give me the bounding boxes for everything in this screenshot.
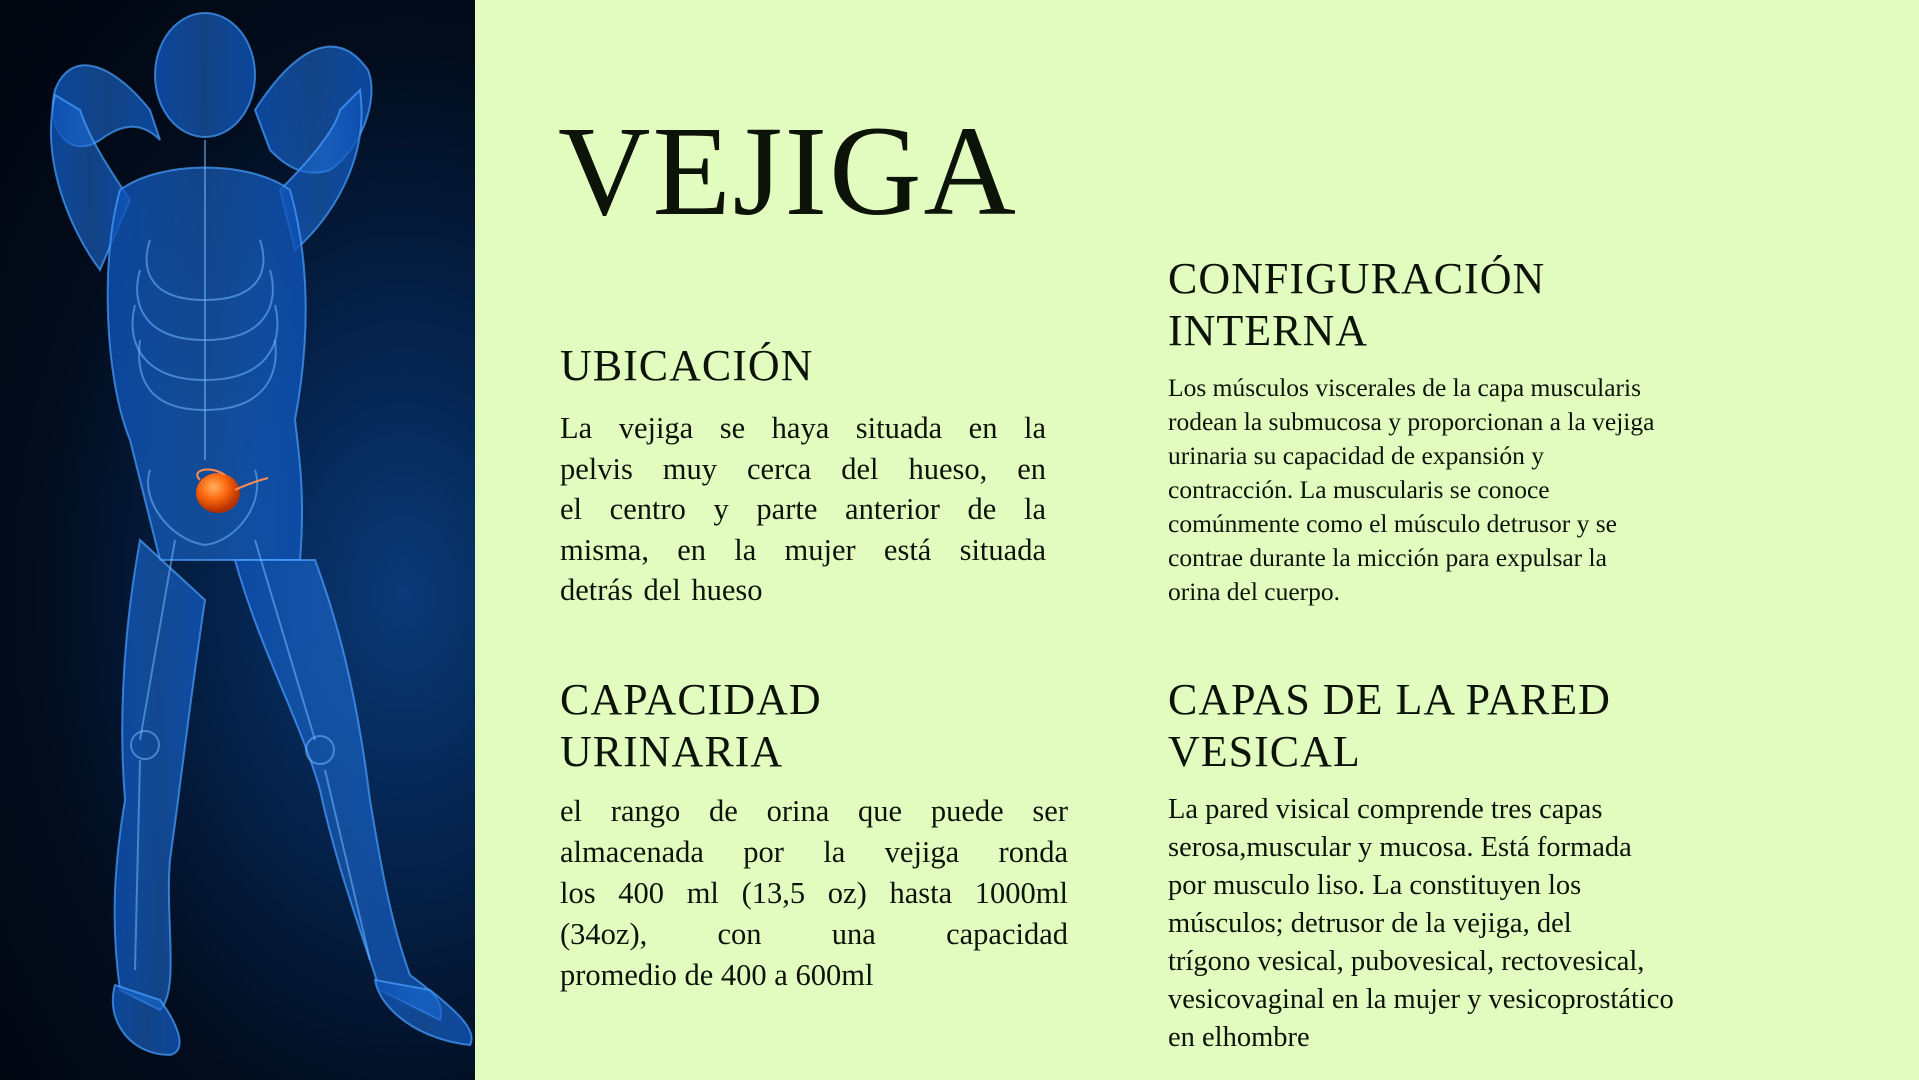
anatomy-image-panel	[0, 0, 475, 1080]
bladder-highlight	[196, 473, 240, 513]
section-body: Los músculos viscerales de la capa muscularis rodean la submucosa y proporcionan a la vejiga urinaria su capacidad de expansión y contracción. La muscularis se conoce comúnmente como el músculo detrusor y se contrae durante la micción para expulsar la orina del cuerpo.	[1168, 373, 1655, 606]
slide-title: VEJIGA	[558, 100, 1018, 242]
section-heading: CONFIGURACIÓN INTERNA	[1168, 254, 1546, 355]
section-body: el rango de orina que puede ser almacenada por la vejiga ronda los 400 ml (13,5 oz) hasta 1000ml (34oz), con una capacidad promedio de 400 a 600ml	[560, 794, 1068, 992]
section-body: La pared visical comprende tres capas serosa,muscular y mucosa. Está formada por musculo liso. La constituyen los músculos; detrusor de la vejiga, del trígono vesical, pubovesical, rectovesical, vesicovaginal en la mujer y vesicoprostático en elhombre	[1168, 794, 1674, 1053]
section-body: La vejiga se haya situada en la pelvis muy cerca del hueso, en el centro y parte anterior de la misma, en la mujer está situada detrás del hueso	[560, 411, 1046, 607]
human-xray-figure-image	[0, 0, 475, 1080]
section-heading: CAPACIDAD URINARIA	[560, 675, 822, 776]
section-heading: CAPAS DE LA PARED VESICAL	[1168, 675, 1611, 776]
section-heading: UBICACIÓN	[560, 341, 814, 390]
